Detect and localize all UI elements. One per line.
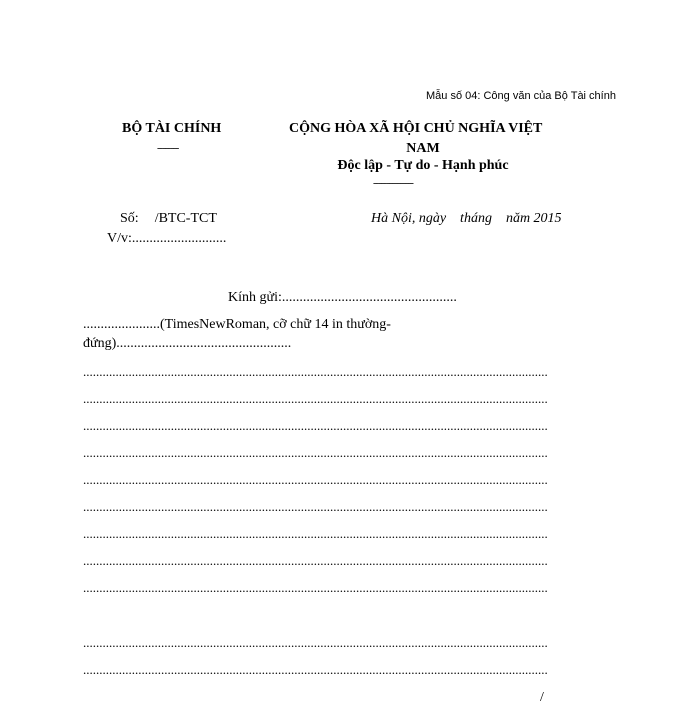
republic-title-line2: NAM — [406, 141, 440, 156]
body-instruction-line2: đứng).................................................. — [83, 336, 292, 351]
dotted-line: ............................................................................................................................................... — [83, 418, 548, 433]
dotted-line: ............................................................................................................................................... — [83, 662, 548, 677]
dotted-line: ............................................................................................................................................... — [83, 635, 548, 650]
recipient-line: Kính gửi:.................................................. — [228, 290, 457, 305]
document-number-code: /BTC-TCT — [154, 211, 217, 226]
form-code: Mẫu số 04: Công văn của Bộ Tài chính — [426, 90, 616, 102]
motto-rule: --------------- — [373, 177, 413, 189]
document-date: Hà Nội, ngày tháng năm 2015 — [371, 211, 562, 226]
dotted-line: ............................................................................................................................................... — [83, 364, 548, 379]
dotted-line: ............................................................................................................................................... — [83, 499, 548, 514]
ministry-name: BỘ TÀI CHÍNH — [122, 121, 222, 136]
document-subject: V/v:........................... — [107, 231, 227, 246]
dotted-line: ............................................................................................................................................... — [83, 391, 548, 406]
dotted-line: ............................................................................................................................................... — [83, 526, 548, 541]
dotted-line: ............................................................................................................................................... — [83, 580, 548, 595]
republic-title-line1: CỘNG HÒA XÃ HỘI CHỦ NGHĨA VIỆT — [289, 121, 543, 136]
document-number-label: Số: — [120, 211, 139, 226]
body-tail-mark: / — [540, 690, 544, 705]
dotted-line: ............................................................................................................................................... — [83, 553, 548, 568]
dotted-line: ............................................................................................................................................... — [83, 472, 548, 487]
document-number — [120, 211, 217, 227]
ministry-rule: -------- — [157, 142, 179, 154]
dotted-line: ............................................................................................................................................... — [83, 445, 548, 460]
body-instruction-line1: ......................(TimesNewRoman, cỡ chữ 14 in thường- — [83, 317, 391, 332]
national-motto: Độc lập - Tự do - Hạnh phúc — [337, 158, 509, 173]
